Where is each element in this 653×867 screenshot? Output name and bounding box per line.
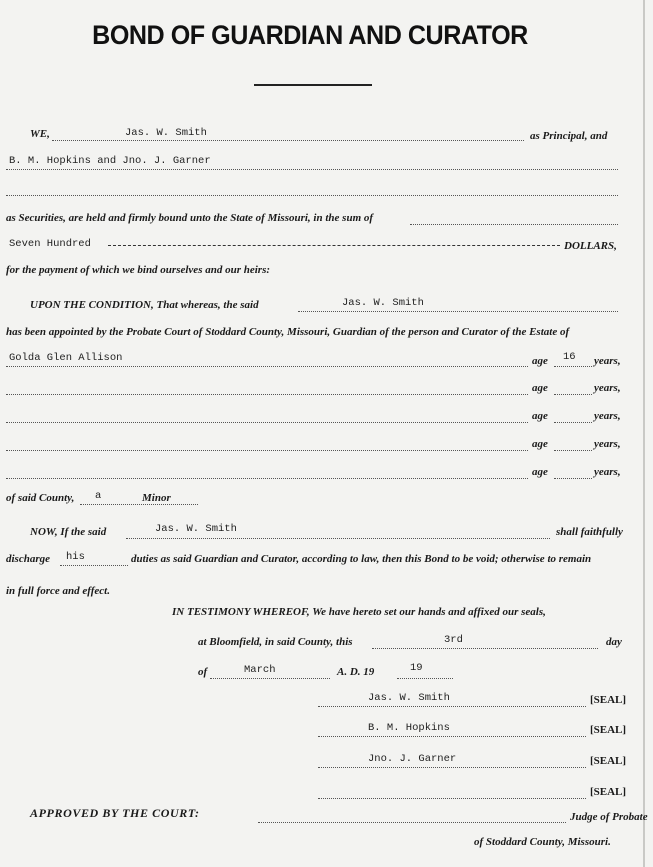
day-value: 3rd bbox=[444, 634, 463, 646]
securities-line-2 bbox=[6, 195, 618, 196]
now-said-name: Jas. W. Smith bbox=[155, 523, 237, 535]
day-line bbox=[372, 648, 598, 649]
label-years-1: years, bbox=[594, 355, 621, 367]
label-now: NOW, If the said bbox=[30, 526, 107, 538]
signature-line-3 bbox=[318, 767, 586, 768]
label-age-1: age bbox=[532, 355, 548, 367]
label-as-principal: as Principal, and bbox=[530, 130, 608, 142]
age-line-4 bbox=[554, 450, 592, 451]
signature-line-2 bbox=[318, 736, 586, 737]
age-line-2 bbox=[554, 394, 592, 395]
sum-dash-line bbox=[108, 245, 560, 246]
principal-line bbox=[52, 140, 524, 141]
ward-line-3 bbox=[6, 422, 528, 423]
label-upon-condition: UPON THE CONDITION, That whereas, the said bbox=[30, 299, 259, 311]
age-line-5 bbox=[554, 478, 592, 479]
year-suffix: 19 bbox=[410, 662, 423, 674]
label-years-2: years, bbox=[594, 382, 621, 394]
label-ad: A. D. 19 bbox=[337, 666, 375, 678]
sum-in-words: Seven Hundred bbox=[9, 238, 91, 250]
signature-2: B. M. Hopkins bbox=[368, 722, 450, 734]
document-title: BOND OF GUARDIAN AND CURATOR bbox=[92, 20, 528, 50]
principal-name: Jas. W. Smith bbox=[125, 127, 207, 139]
month-line bbox=[210, 678, 330, 679]
label-appointed: has been appointed by the Probate Court of Stoddard County, Missouri, Guardian of the person and Curator of the Estate of bbox=[6, 326, 570, 338]
label-years-3: years, bbox=[594, 410, 621, 422]
label-age-5: age bbox=[532, 466, 548, 478]
label-of-stoddard: of Stoddard County, Missouri. bbox=[474, 836, 611, 848]
his-text: his bbox=[66, 551, 85, 563]
seal-4: [SEAL] bbox=[590, 786, 627, 798]
label-we: WE, bbox=[30, 128, 50, 140]
label-day: day bbox=[606, 636, 622, 648]
age-line-3 bbox=[554, 422, 592, 423]
label-age-3: age bbox=[532, 410, 548, 422]
label-in-full-force: in full force and effect. bbox=[6, 585, 110, 597]
securities-line bbox=[6, 169, 618, 170]
seal-3: [SEAL] bbox=[590, 755, 627, 767]
label-at-bloomfield: at Bloomfield, in said County, this bbox=[198, 636, 353, 648]
label-discharge: discharge bbox=[6, 553, 50, 565]
signature-3: Jno. J. Garner bbox=[368, 753, 457, 765]
ward-line-5 bbox=[6, 478, 528, 479]
label-judge: Judge of Probate bbox=[570, 811, 648, 823]
ward-line-4 bbox=[6, 450, 528, 451]
year-line bbox=[397, 678, 453, 679]
label-age-4: age bbox=[532, 438, 548, 450]
label-of-said-county: of said County, bbox=[6, 492, 75, 504]
ward-age: 16 bbox=[563, 351, 576, 363]
ward-name: Golda Glen Allison bbox=[9, 352, 123, 364]
label-as-securities: as Securities, are held and firmly bound unto the State of Missouri, in the sum of bbox=[6, 212, 374, 224]
minor-text: Minor bbox=[142, 492, 171, 504]
label-dollars: DOLLARS, bbox=[564, 240, 617, 252]
seal-2: [SEAL] bbox=[590, 724, 627, 736]
label-shall-faithfully: shall faithfully bbox=[556, 526, 623, 538]
label-approved: APPROVED BY THE COURT: bbox=[30, 806, 200, 820]
signature-line-1 bbox=[318, 706, 586, 707]
seal-1: [SEAL] bbox=[590, 694, 627, 706]
signature-line-4 bbox=[318, 798, 586, 799]
ward-line-2 bbox=[6, 394, 528, 395]
sum-line bbox=[410, 224, 618, 225]
label-years-4: years, bbox=[594, 438, 621, 450]
ward-line-1 bbox=[6, 366, 528, 367]
age-line-1 bbox=[554, 366, 592, 367]
securities-names: B. M. Hopkins and Jno. J. Garner bbox=[9, 155, 211, 167]
label-payment: for the payment of which we bind ourselves and our heirs: bbox=[6, 264, 271, 276]
label-testimony: IN TESTIMONY WHEREOF, We have hereto set our hands and affixed our seals, bbox=[172, 606, 546, 618]
said-name: Jas. W. Smith bbox=[342, 297, 424, 309]
signature-1: Jas. W. Smith bbox=[368, 692, 450, 704]
minor-article: a bbox=[95, 490, 102, 502]
now-said-line bbox=[126, 538, 550, 539]
said-line bbox=[298, 311, 618, 312]
label-years-5: years, bbox=[594, 466, 621, 478]
page-edge-line bbox=[643, 0, 645, 867]
title-underline bbox=[254, 84, 372, 86]
judge-line bbox=[258, 822, 566, 823]
label-of: of bbox=[198, 666, 208, 678]
label-age-2: age bbox=[532, 382, 548, 394]
minor-line bbox=[80, 504, 198, 505]
month-value: March bbox=[244, 664, 276, 676]
his-line bbox=[60, 565, 128, 566]
label-duties: duties as said Guardian and Curator, according to law, then this Bond to be void; otherwise to remain bbox=[131, 553, 592, 565]
